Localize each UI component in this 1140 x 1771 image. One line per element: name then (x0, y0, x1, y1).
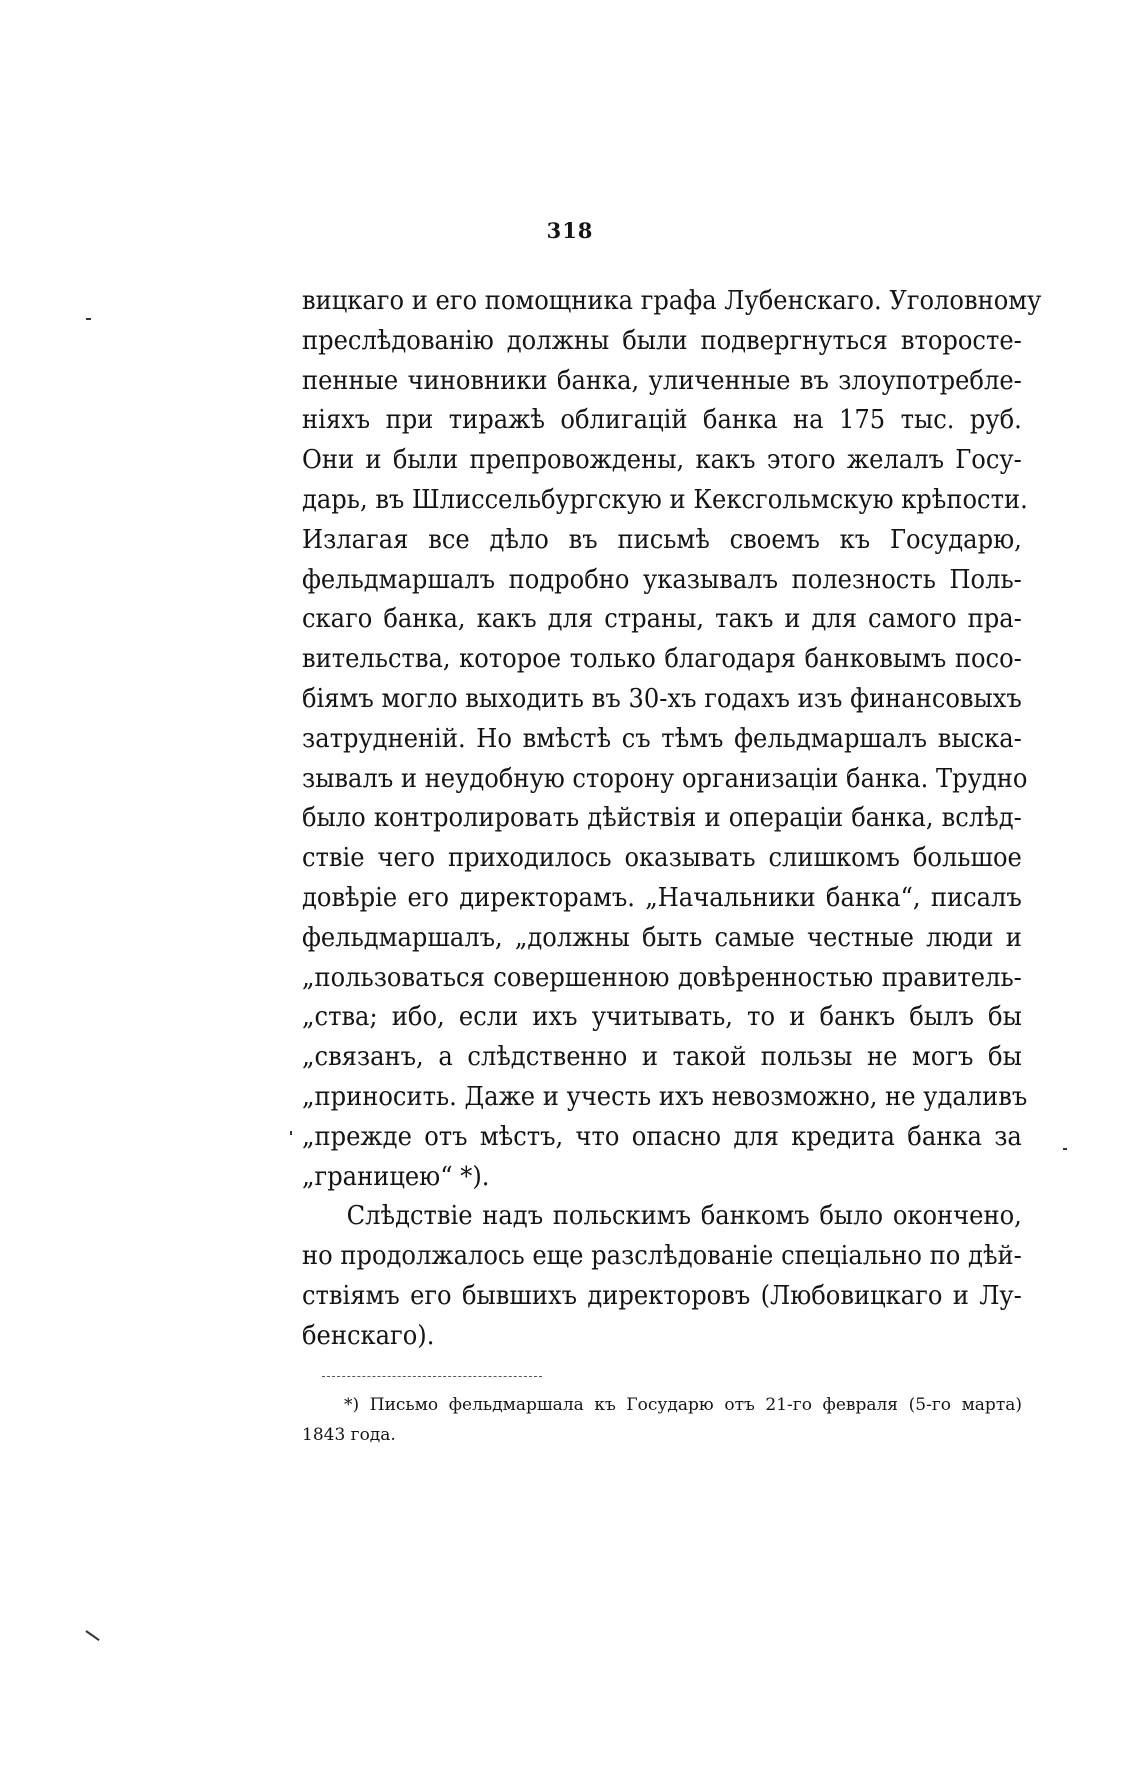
main-text (302, 282, 1042, 1357)
page-number: 318 (546, 218, 594, 243)
text-line: скаго банка, какъ для страны, такъ и для самого пра- (302, 604, 1022, 635)
text-line: „ства; ибо, если ихъ учитывать, то и банкъ былъ бы (302, 1002, 1022, 1033)
text-line: „приносить. Даже и учесть ихъ невозможно, не удаливъ (302, 1081, 1028, 1112)
text-line: бенскаго). (302, 1320, 435, 1351)
text-line: біямъ могло выходить въ 30-хъ годахъ изъ финансовыхъ (302, 683, 1022, 714)
footnote-line: *) Письмо фельдмаршала къ Государю отъ 21-го февраля (5-го марта) (344, 1395, 1022, 1415)
text-line: фельдмаршалъ, „должны быть самые честные люди и (302, 922, 1022, 953)
footnote-separator (322, 1376, 542, 1377)
text-line: „пользоваться совершенною довѣренностью правитель- (302, 962, 1022, 993)
text-line: но продолжалось еще разслѣдованіе спеціально по дѣй- (302, 1241, 1022, 1272)
text-line: „прежде отъ мѣстъ, что опасно для кредита банка за (302, 1121, 1022, 1152)
text-line: довѣріе его директорамъ. „Начальники банка“, писалъ (302, 882, 1022, 913)
text-line: вительства, которое только благодаря банковымъ посо- (302, 644, 1022, 675)
text-line: пенные чиновники банка, уличенные въ злоупотребле- (302, 365, 1022, 396)
text-line: ніяхъ при тиражѣ облигацій банка на 175 тыс. руб. (302, 405, 1022, 436)
text-line: фельдмаршалъ подробно указывалъ полезность Поль- (302, 564, 1022, 595)
text-line: вицкаго и его помощника графа Лубенскаго. Уголовному (302, 286, 1042, 316)
text-line: затрудненій. Но вмѣстѣ съ тѣмъ фельдмаршалъ выска- (302, 723, 1022, 754)
text-line: зывалъ и неудобную сторону организаціи банка. Трудно (302, 763, 1028, 794)
text-line: Излагая все дѣло въ письмѣ своемъ къ Государю, (302, 524, 1022, 555)
text-line: Они и были препровождены, какъ этого желалъ Госу- (302, 445, 1022, 476)
text-line: „границею“ *). (302, 1161, 490, 1192)
footnote-line: 1843 года. (302, 1425, 396, 1445)
text-line: было контролировать дѣйствія и операціи банка, вслѣд- (302, 803, 1022, 834)
scan-speck (85, 1630, 99, 1641)
footnote (302, 1390, 1022, 1450)
scan-speck (290, 1131, 292, 1135)
text-line: дарь, въ Шлиссельбургскую и Кексгольмскую крѣпости. (302, 484, 1028, 515)
text-line: „связанъ, а слѣдственно и такой пользы не могъ бы (302, 1042, 1022, 1073)
scan-speck (86, 318, 91, 320)
text-line: Слѣдствіе надъ польскимъ банкомъ было окончено, (346, 1201, 1022, 1232)
text-line: ствіе чего приходилось оказывать слишкомъ большое (302, 843, 1022, 874)
text-line: ствіямъ его бывшихъ директоровъ (Любовицкаго и Лу- (302, 1280, 1022, 1311)
text-line: преслѣдованію должны были подвергнуться второсте- (302, 325, 1022, 356)
scan-speck (1063, 1148, 1067, 1150)
